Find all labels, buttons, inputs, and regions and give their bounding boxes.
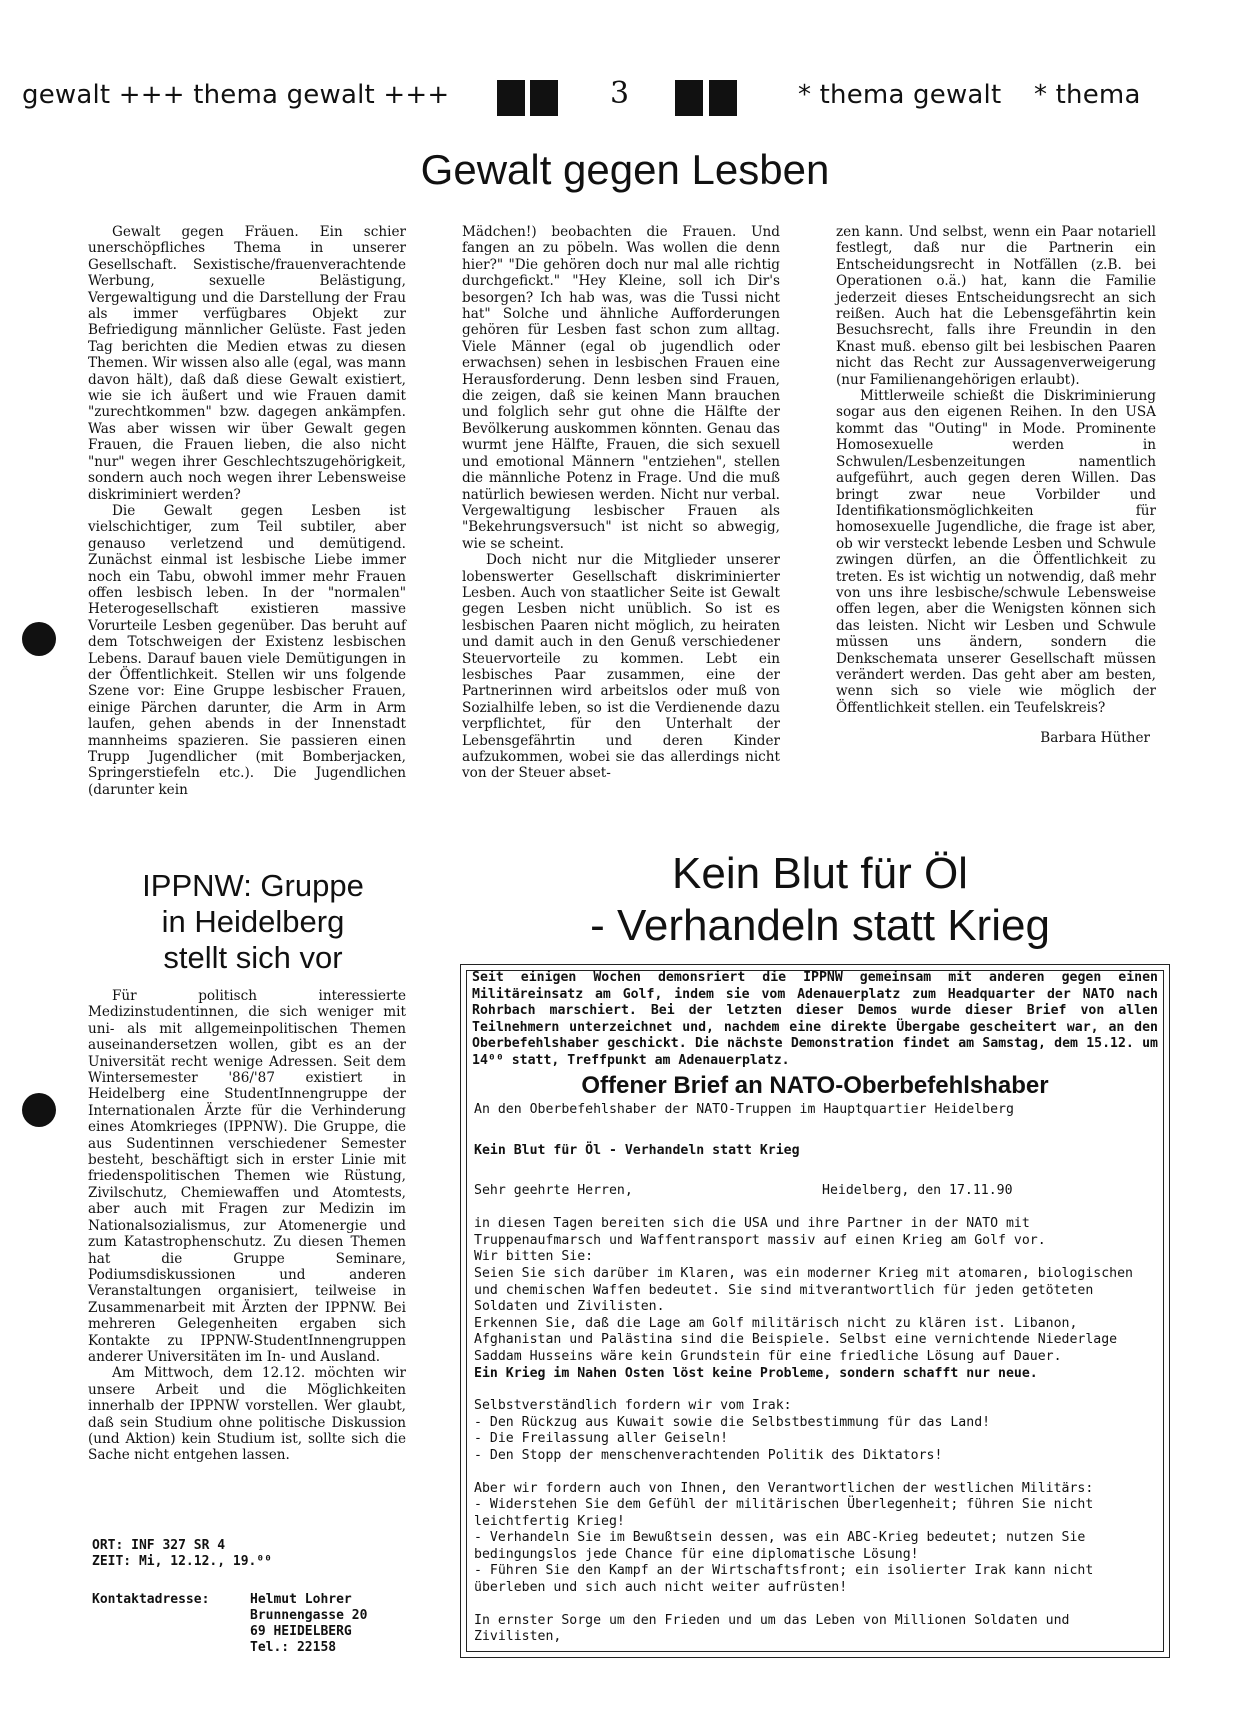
contact-address [250, 1592, 420, 1656]
paragraph: Die Gewalt gegen Lesben ist vielschichtiger, zum Teil subtiler, aber genauso verletzend und demütigend. Zunächst einmal ist lesbische Liebe immer noch ein Tabu, obwohl immer mehr Frauen offen lesbisch leben. In der "normalen" Heterogesellschaft existieren massive Vorurteile Lesben gegenüber. Das beruht auf dem Totschweigen der Existenz lesbischen Lebens. Darauf bauen viele Demütigungen in der Öffentlichkeit. Stellen wir uns folgende Szene vor: Eine Gruppe lesbischer Frauen, einige Pärchen darunter, die Arm in Arm laufen, gehen abends in der Innenstadt mannheims spazieren. Sie passieren einen Trupp Jugendlicher (mit Bomberjacken, Springerstiefeln etc.). Die Jugendlichen (darunter kein [88, 502, 406, 798]
article-title-ippnw [88, 868, 418, 976]
demand-item: - Den Stopp der menschenverachtenden Politik des Diktators! [474, 1447, 943, 1463]
title-line: - Verhandeln statt Krieg [590, 901, 1050, 950]
demand-item: - Führen Sie den Kampf an der Wirtschaftsfront; ein isolierter Irak kann nicht überleben und sich auch nicht weiter aufrüsten! [474, 1563, 1094, 1596]
contact-line: 69 HEIDELBERG [250, 1624, 352, 1639]
article1-column-2 [462, 224, 780, 782]
title-line: stellt sich vor [163, 940, 343, 975]
event-place: ORT: INF 327 SR 4 [92, 1538, 226, 1553]
header-block-1 [497, 80, 525, 116]
open-letter-body [474, 1102, 1158, 1646]
paragraph: Gewalt gegen Fräuen. Ein schier unerschöpfliches Thema in unserer Gesellschaft. Sexistische/frauenverachtende Werbung, sexuelle Belästigung, Vergewaltigung und die Darstellung der Frau als immer verfügbares Objekt zur Befriedigung männlicher Gelüste. Fast jeden Tag berichten die Medien etwas zu diesen Themen. Wir wissen also alle (egal, was mann davon hält), daß daß diese Gewalt existiert, wie sie ich äußert und wie Frauen damit "zurechtkommen" bzw. dagegen ankämpfen. Was aber wissen wir über Gewalt gegen Frauen, die Frauen lieben, die also nicht "nur" wegen ihrer Geschlechtszugehörigkeit, sondern auch noch wegen ihrer Lebensweise diskriminiert werden? [88, 224, 406, 503]
letter-paragraph: Wir bitten Sie: [474, 1249, 594, 1265]
contact-line: Brunnengasse 20 [250, 1608, 368, 1623]
article1-column-3 [836, 224, 1156, 747]
salutation-row [474, 1183, 1158, 1200]
letter-closing: In ernster Sorge um den Frieden und um das Leben von Millionen Soldaten und Zivilisten, [474, 1612, 1070, 1645]
letter-paragraph: Erkennen Sie, daß die Lage am Golf militärisch nicht zu klären ist. Libanon, Afghanistan und Palästina sind die Beispiele. Selbst eine vernichtende Niederlage Saddam Husseins wäre kein Grundstein für eine friedliche Lösung auf Dauer. [474, 1315, 1118, 1364]
article1-author: Barbara Hüther [1040, 730, 1150, 747]
bullet-dot-1 [22, 622, 56, 656]
bullet-dot-2 [22, 1093, 56, 1127]
place-date: Heidelberg, den 17.11.90 [822, 1183, 1013, 1199]
page-number: 3 [610, 76, 630, 111]
letter-paragraph: Selbstverständlich fordern wir vom Irak: [474, 1398, 792, 1414]
header-right-text-b: * thema [1034, 80, 1141, 110]
header-block-3 [675, 80, 703, 116]
article-title-kein-blut [460, 848, 1180, 952]
header-left-text: gewalt +++ thema gewalt +++ [22, 80, 450, 110]
paragraph: Am Mittwoch, dem 12.12. möchten wir unsere Arbeit und die Möglichkeiten innerhalb der IPPNW vorstellen. Wer glaubt, daß sein Studium ohne politische Diskussion (und Aktion) kein Studium ist, sollte sich die Sache nicht entgehen lassen. [88, 1365, 406, 1464]
paragraph: Mittlerweile schießt die Diskriminierung sogar aus den eigenen Reihen. In den USA kommt das "Outing" in Mode. Prominente Homosexuelle werden in Schwulen/Lesbenzeitungen namentlich aufgeführt, auch gegen deren Willen. Das bringt zwar neue Vorbilder und Identifikationsmöglichkeiten für homosexuelle Jugendliche, die frage ist aber, ob wir versteckt lebende Lesben und Schwule zwingen dürfen, an die Öffentlichkeit zu treten. Es ist wichtig un notwendig, daß mehr von uns ihre lesbische/schwule Lebensweise offen legen, aber die Wenigsten können sich das leisten. Nicht wir Lesben und Schwule müssen uns ändern, sondern die Denkschemata unserer Gesellschaft müssen verändert werden. Das geht aber am besten, wenn sich so viele wie möglich der Öffentlichkeit stellen. ein Teufelskreis? [836, 388, 1156, 716]
contact-label: Kontaktadresse: [92, 1592, 210, 1607]
article1-column-1 [88, 224, 406, 798]
open-letter-title: Offener Brief an NATO-Oberbefehlshaber [581, 1072, 1049, 1099]
demand-item: - Verhandeln Sie im Bewußtsein dessen, was ein ABC-Krieg bedeutet; nutzen Sie bedingungslos jede Chance für eine diplomatische Lösung! [474, 1530, 1086, 1562]
paragraph: Mädchen!) beobachten die Frauen. Und fangen an zu pöbeln. Was wollen die denn hier?" "Die gehören doch nur mal alle richtig durchgefickt." "Hey Kleine, soll ich Dir's besorgen? Ich hab was, was die Tussi nicht hat" Solche und ähnliche Aufforderungen gehören für Lesben fast schon zum alltag. Viele Männer (egal ob jugendlich oder erwachsen) sehen in lesbischen Frauen eine Herausforderung. Denn lesben sind Frauen, die zeigen, daß sie keinen Mann brauchen und folglich sehr gut ohne die Hälfte der Bevölkerung auskommen könnten. Genau das wurmt jene Hälfte, Frauen, die sich sexuell und emotional Männern "entziehen", stellen die männliche Potenz in Frage. Und die muß natürlich bewiesen werden. Nicht nur verbal. Vergewaltigung lesbischer Frauen als "Bekehrungsversuch" ist nicht so abwegig, wie se scheint. [462, 224, 780, 552]
letter-paragraph-bold: Ein Krieg im Nahen Osten löst keine Probleme, sondern schafft nur neue. [474, 1365, 1038, 1381]
title-line: Kein Blut für Öl [672, 849, 968, 898]
page-header [0, 70, 1248, 120]
letter-paragraph: Seien Sie sich darüber im Klaren, was ein moderner Krieg mit atomaren, biologischen und chemischen Waffen bedeutet. Sie sind mitverantwortlich für jeden getöteten Soldaten und Zivilisten. [474, 1265, 1133, 1315]
title-line: in Heidelberg [161, 904, 345, 939]
letter-paragraph: Aber wir fordern auch von Ihnen, den Verantwortlichen der westlichen Militärs: [474, 1480, 1094, 1496]
event-details [92, 1538, 412, 1570]
paragraph: zen kann. Und selbst, wenn ein Paar notariell festlegt, daß nur die Partnerin ein Entscheidungsrecht in Notfällen (z.B. bei Operationen o.ä.) hat, kann die Familie jederzeit dieses Entscheidungsrecht an sich reißen. Auch hat die Lebensgefährtin kein Besuchsrecht, falls ihre Freundin in den Knast muß. ebenso gilt bei lesbischen Paaren nicht das Recht zur Aussagenverweigerung (nur Familienangehörigen erlaubt). [836, 224, 1156, 388]
article-title-gewalt-gegen-lesben: Gewalt gegen Lesben [420, 146, 830, 193]
letter-paragraph: in diesen Tagen bereiten sich die USA und ihre Partner in der NATO mit Truppenaufmarsch und Waffentransport massiv auf einen Krieg am Golf vor. [474, 1216, 1046, 1248]
article2-body [88, 988, 406, 1464]
demand-item: - Die Freilassung aller Geiseln! [474, 1431, 729, 1447]
open-letter-intro: Seit einigen Wochen demonsriert die IPPNW gemeinsam mit anderen gegen einen Militäreinsatz am Golf, indem sie vom Adenauerplatz zum Headquarter der NATO nach Rohrbach marschiert. Bei der letzten dieser Demos wurde dieser Brief von allen Teilnehmern unterzeichnet und, nachdem eine direkte Übergabe gescheitert war, an den Oberbefehlshaber geschickt. Die nächste Demonstration findet am Samstag, dem 15.12. um 14⁰⁰ statt, Treffpunkt am Adenauerplatz. [472, 970, 1158, 1068]
demand-item: - Widerstehen Sie dem Gefühl der militärischen Überlegenheit; führen Sie nicht leichtfertig Krieg! [474, 1497, 1094, 1529]
paragraph: Doch nicht nur die Mitglieder unserer lobenswerter Gesellschaft diskriminierter Lesben. Auch von staatlicher Seite ist Gewalt gegen Lesben nicht unüblich. So ist es lesbischen Paaren nicht möglich, zu heiraten und damit auch in den Genuß verschiedener Steuervorteile zu kommen. Lebt ein lesbisches Paar zusammen, eine der Partnerinnen wird arbeitslos oder muß von Sozialhilfe leben, so ist die Verdienende dazu verpflichtet, für den Unterhalt der Lebensgefährtin und deren Kinder aufzukommen, wobei sie das allerdings nicht von der Steuer abset- [462, 552, 780, 782]
contact-line: Tel.: 22158 [250, 1640, 337, 1655]
header-right-text-a: * thema gewalt [798, 80, 1002, 110]
title-line: IPPNW: Gruppe [142, 868, 364, 903]
header-block-2 [530, 80, 558, 116]
event-time: ZEIT: Mi, 12.12., 19.⁰⁰ [92, 1554, 273, 1569]
demand-item: - Den Rückzug aus Kuwait sowie die Selbstbestimmung für das Land! [474, 1414, 991, 1430]
paragraph: Für politisch interessierte Medizinstudentinnen, die sich weniger mit uni- als mit allgemeinpolitischen Themen auseinandersetzen wollen, gibt es an der Universität recht wenige Adressen. Seit dem Wintersemester '86/'87 existiert in Heidelberg eine StudentInnengruppe der Internationalen Ärzte für die Verhinderung eines Atomkrieges (IPPNW). Die Gruppe, die aus Sudentinnen verschiedener Semester besteht, beschäftigt sich in erster Linie mit friedenspolitischen Themen wie Rüstung, Zivilschutz, Chemiewaffen und Atomtests, aber auch mit Fragen zur Medizin im Nationalsozialismus, zur Atomenergie und zum Katastrophenschutz. Zu diesen Themen hat die Gruppe Seminare, Podiumsdiskussionen und anderen Veranstaltungen organisiert, teilweise in Zusammenarbeit mit Ärzten der IPPNW. Bei mehreren Gelegenheiten ergaben sich Kontakte zu IPPNW-StudentInnengruppen anderer Universitäten im In- und Ausland. [88, 988, 406, 1365]
salutation: Sehr geehrte Herren, [474, 1183, 633, 1199]
contact-line: Helmut Lohrer [250, 1592, 352, 1607]
header-block-4 [709, 80, 737, 116]
addressee: An den Oberbefehlshaber der NATO-Truppen im Hauptquartier Heidelberg [474, 1102, 1014, 1117]
letter-subject: Kein Blut für Öl - Verhandeln statt Krieg [474, 1142, 800, 1158]
